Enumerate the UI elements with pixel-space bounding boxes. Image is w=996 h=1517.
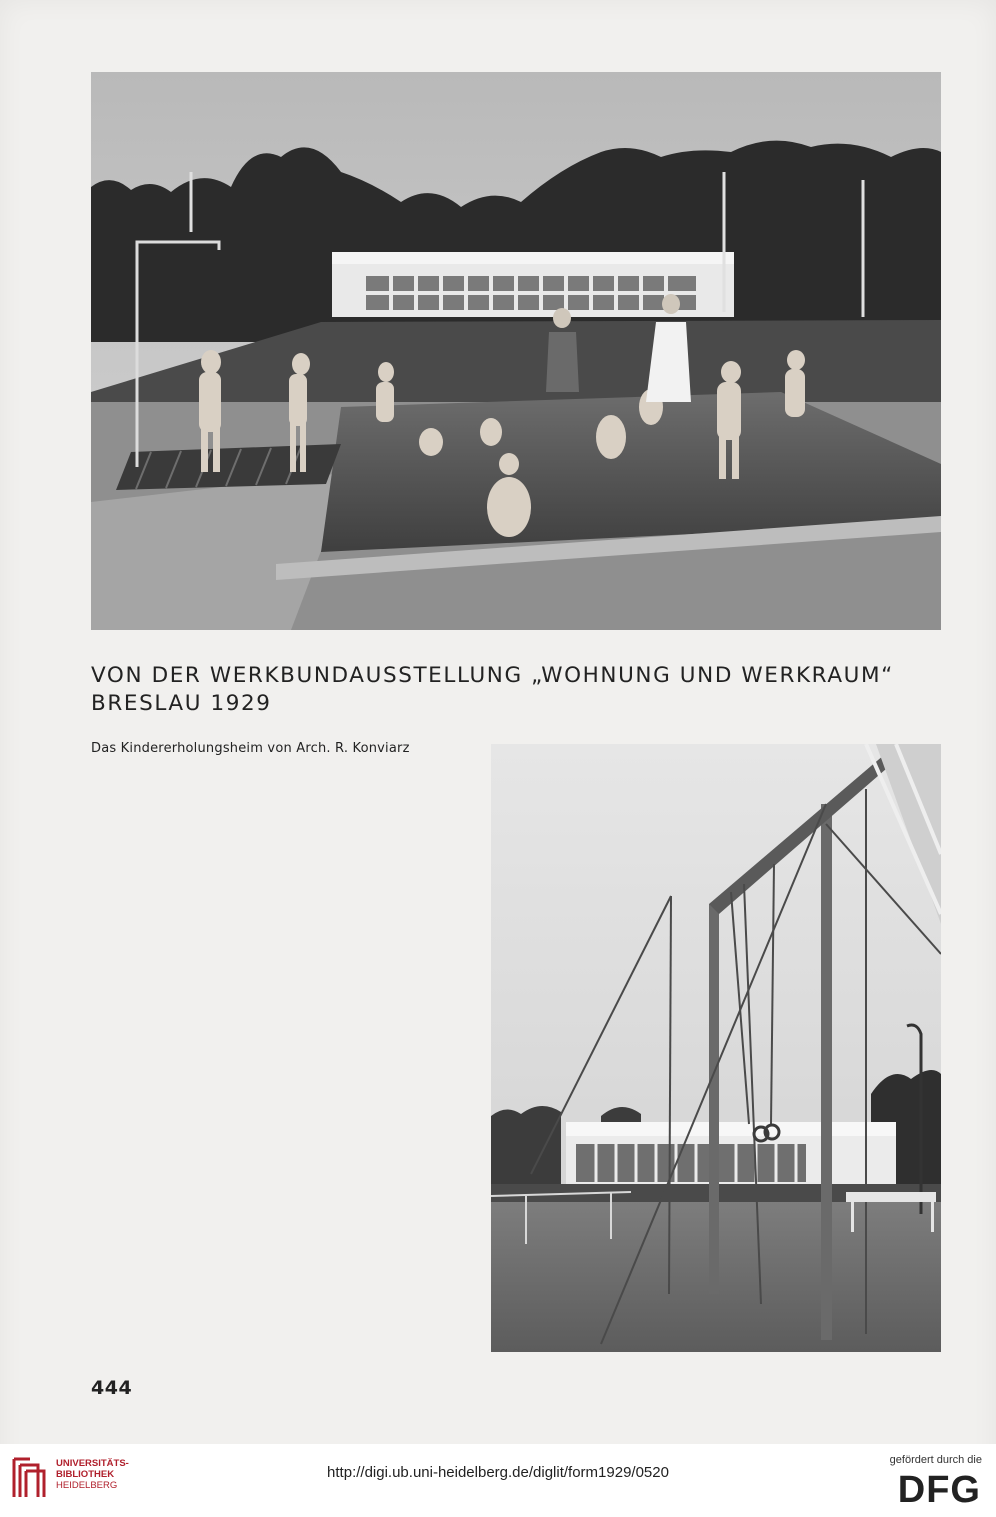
photo-children-pool-image [91, 72, 941, 630]
library-name-line-3: HEIDELBERG [56, 1480, 118, 1491]
dfg-logo[interactable]: DFG [897, 1469, 981, 1511]
library-name-line-2: BIBLIOTHEK [56, 1469, 115, 1480]
title-line-1: VON DER WERKBUNDAUSSTELLUNG „WOHNUNG UND WERKRAUM“ [91, 663, 894, 688]
page-title [91, 662, 971, 718]
library-name-line-1: UNIVERSITÄTS- [56, 1458, 129, 1469]
photo-children-pool [91, 72, 941, 630]
page-number: 444 [91, 1377, 133, 1399]
photo-gymnastics-frame-image [491, 744, 941, 1352]
photo-gymnastics-frame [491, 744, 941, 1352]
title-line-2: BRESLAU 1929 [91, 691, 272, 716]
source-url-link[interactable]: http://digi.ub.uni-heidelberg.de/diglit/form1929/0520 [327, 1464, 669, 1481]
photo-caption: Das Kindererholungsheim von Arch. R. Konviarz [91, 741, 410, 756]
funding-note: gefördert durch die [889, 1454, 982, 1466]
